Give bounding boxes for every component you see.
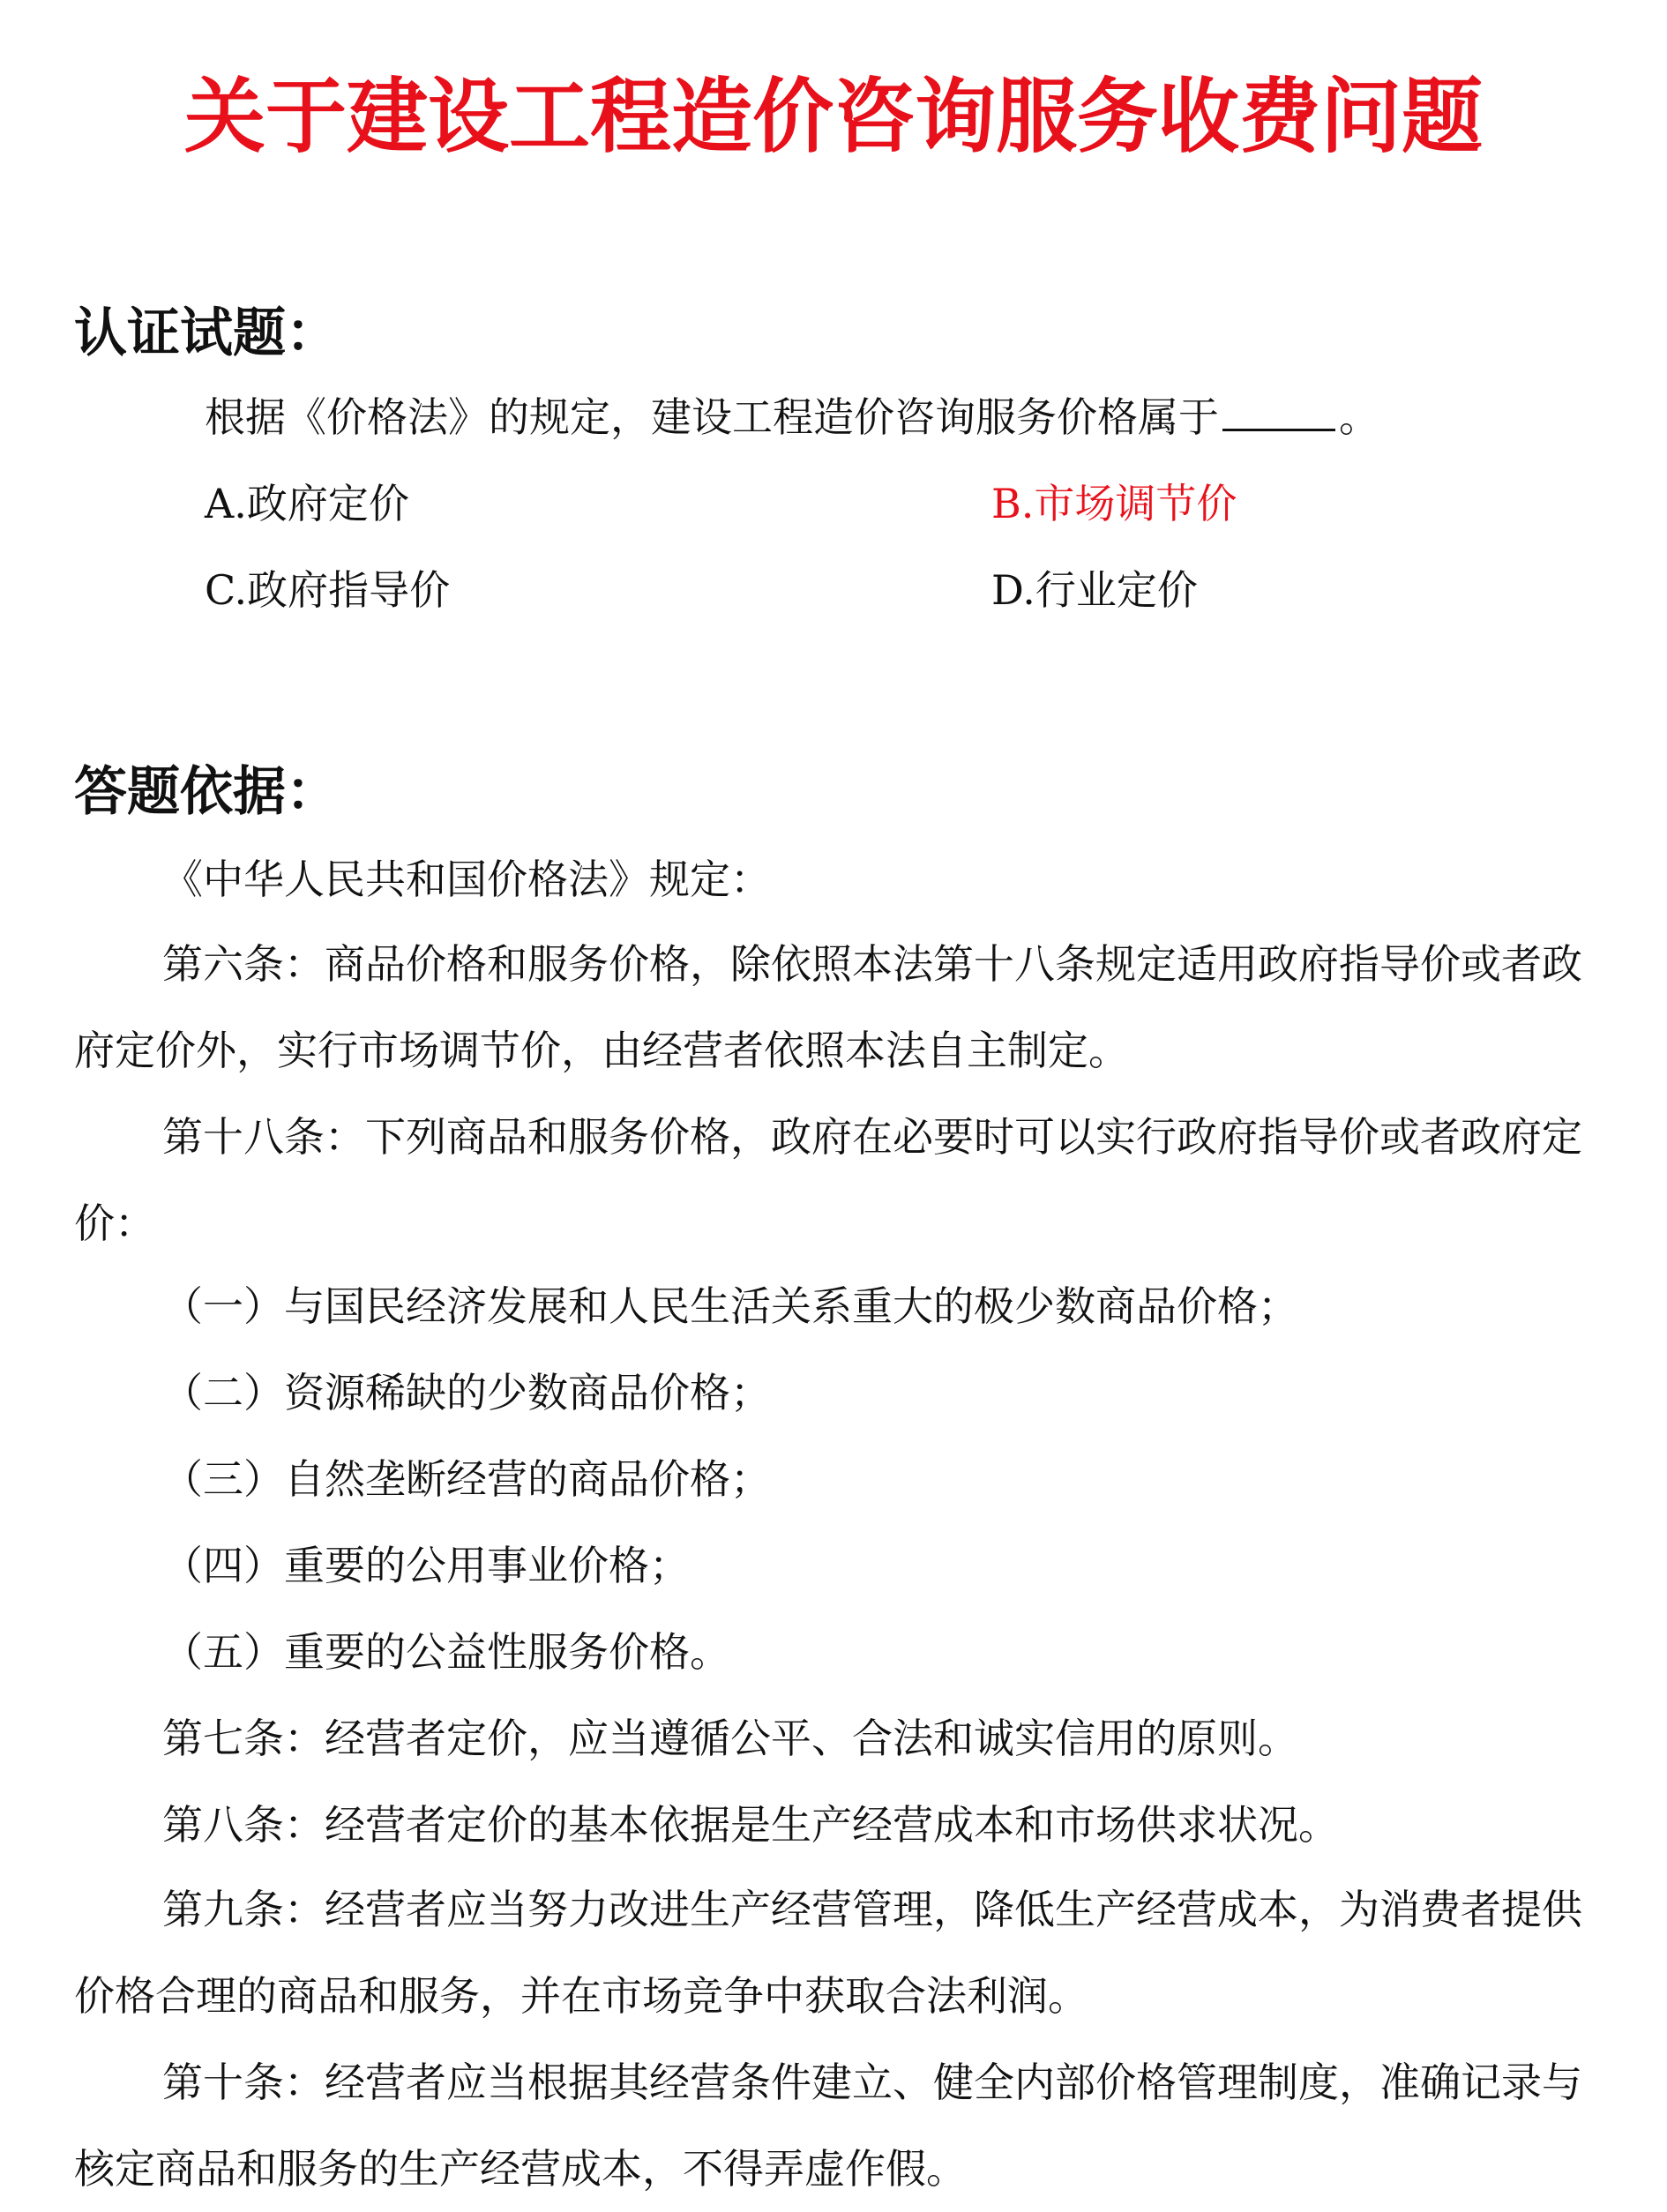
article-6: 第六条：商品价格和服务价格，除依照本法第十八条规定适用政府指导价或者政府定价外，实行市场调节价，由经营者依照本法自主制定。 (74, 940, 1582, 1074)
article-8: 第八条：经营者定价的基本依据是生产经营成本和市场供求状况。 (162, 1801, 1339, 1849)
option-b-correct: B.市场调节价 (991, 480, 1237, 527)
article-10: 第十条：经营者应当根据其经营条件建立、健全内部价格管理制度，准确记录与核定商品和服务的生产经营成本，不得弄虚作假。 (74, 2059, 1582, 2193)
question-stem-end: 。 (1339, 393, 1379, 441)
article-7: 第七条：经营者定价，应当遵循公平、合法和诚实信用的原则。 (162, 1715, 1298, 1762)
question-stem (205, 393, 1379, 442)
question-heading: 认证试题： (74, 303, 339, 364)
basis-heading: 答题依据： (74, 761, 339, 823)
article-18-item: （五）重要的公益性服务价格。 (162, 1628, 730, 1676)
article-18-item: （四）重要的公用事业价格； (162, 1542, 690, 1589)
document-title: 关于建设工程造价咨询服务收费问题 (183, 70, 1483, 164)
article-18-item: （二）资源稀缺的少数商品价格； (162, 1369, 771, 1416)
article-18-item: （三）自然垄断经营的商品价格； (162, 1455, 771, 1503)
article-18-item: （一）与国民经济发展和人民生活关系重大的极少数商品价格； (162, 1282, 1298, 1330)
question-stem-text: 根据《价格法》的规定，建设工程造价咨询服务价格属于 (205, 393, 1219, 441)
answer-blank (1222, 393, 1335, 431)
article-9: 第九条：经营者应当努力改进生产经营管理，降低生产经营成本，为消费者提供价格合理的商品和服务，并在市场竞争中获取合法利润。 (74, 1886, 1582, 2020)
option-c: C.政府指导价 (205, 566, 451, 614)
option-a: A.政府定价 (205, 480, 409, 527)
option-d: D.行业定价 (991, 566, 1198, 614)
law-intro: 《中华人民共和国价格法》规定： (162, 856, 771, 903)
article-18: 第十八条：下列商品和服务价格，政府在必要时可以实行政府指导价或者政府定价： (74, 1113, 1582, 1247)
